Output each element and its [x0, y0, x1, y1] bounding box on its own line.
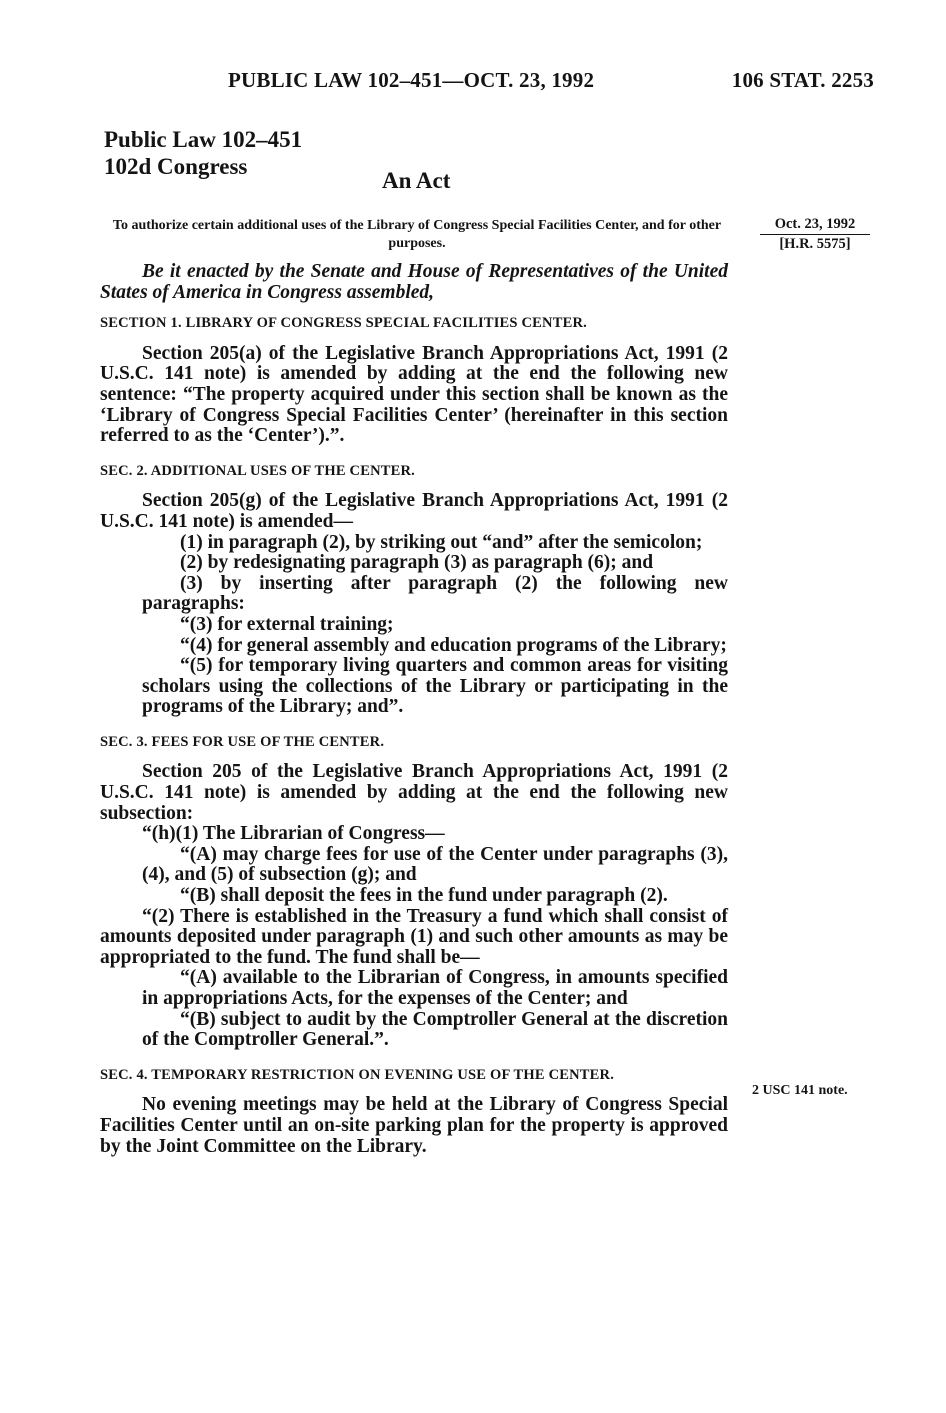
- section-2-intro: Section 205(g) of the Legislative Branch Appropriations Act, 1991 (2 U.S.C. 141 note) is amended—: [100, 490, 728, 532]
- section-2-paragraph-3: (3) by inserting after paragraph (2) the following new paragraphs:: [142, 572, 728, 615]
- section-3-subparagraph-1a: “(A) may charge fees for use of the Center under paragraphs (3), (4), and (5) of subsection (g); and: [142, 843, 728, 886]
- section-1-heading: SECTION 1. LIBRARY OF CONGRESS SPECIAL FACILITIES CENTER.: [100, 315, 587, 332]
- act-purpose: To authorize certain additional uses of the Library of Congress Special Facilities Center, and for other purposes.: [112, 218, 722, 251]
- section-3-subsection-h1: “(h)(1) The Librarian of Congress—: [142, 823, 445, 845]
- section-2-paragraph-2: (2) by redesignating paragraph (3) as paragraph (6); and: [180, 552, 654, 574]
- section-2-new-paragraph-4: “(4) for general assembly and education programs of the Library;: [180, 634, 727, 656]
- law-identification: [104, 126, 302, 180]
- margin-date-note: [760, 216, 870, 253]
- enactment-date: Oct. 23, 1992: [760, 216, 870, 235]
- section-2-new-paragraph-5: “(5) for temporary living quarters and common areas for visiting scholars using the collections of the Library or participating in the programs of the Library; and”.: [142, 655, 728, 718]
- section-2-paragraph-1: (1) in paragraph (2), by striking out “and” after the semicolon;: [180, 531, 703, 553]
- section-2-heading: SEC. 2. ADDITIONAL USES OF THE CENTER.: [100, 462, 416, 479]
- public-law-number: Public Law 102–451: [104, 127, 303, 152]
- section-3-intro: Section 205 of the Legislative Branch Appropriations Act, 1991 (2 U.S.C. 141 note) is amended by adding at the end the following new subsection:: [100, 761, 728, 824]
- margin-usc-note: 2 USC 141 note.: [752, 1083, 848, 1098]
- law-body: [100, 262, 728, 1157]
- congress-number: 102d Congress: [104, 154, 248, 179]
- section-3-subparagraph-2a: “(A) available to the Librarian of Congress, in amounts specified in appropriations Acts, for the expenses of the Center; and: [142, 967, 728, 1009]
- section-3-heading: SEC. 3. FEES FOR USE OF THE CENTER.: [100, 733, 385, 750]
- header-page-number: 106 STAT. 2253: [731, 68, 874, 92]
- section-3-subparagraph-2b: “(B) subject to audit by the Comptroller General at the discretion of the Comptroller General.”.: [142, 1008, 728, 1051]
- section-2-new-paragraph-3: “(3) for external training;: [180, 613, 394, 635]
- section-1-text: Section 205(a) of the Legislative Branch Appropriations Act, 1991 (2 U.S.C. 141 note) is amended by adding at the end the following new sentence: “The property acquired under this section shall be known as the ‘Library of Congress Special Facilities Center’ (hereinafter in this section referred to as the ‘Center’).”.: [100, 342, 728, 447]
- bill-number: [H.R. 5575]: [779, 236, 851, 252]
- section-3-subparagraph-1b: “(B) shall deposit the fees in the fund under paragraph (2).: [180, 885, 668, 907]
- header-citation: PUBLIC LAW 102–451—OCT. 23, 1992: [228, 68, 595, 92]
- section-4-text: No evening meetings may be held at the Library of Congress Special Facilities Center until an on-site parking plan for the property is approved by the Joint Committee on the Library.: [100, 1094, 728, 1157]
- act-title: An Act: [382, 168, 451, 193]
- section-3-subsection-h2: “(2) There is established in the Treasury a fund which shall consist of amounts deposited under paragraph (1) and such other amounts as may be appropriated to the fund. The fund shall be—: [100, 905, 728, 968]
- section-4-heading: SEC. 4. TEMPORARY RESTRICTION ON EVENING USE OF THE CENTER.: [100, 1066, 615, 1083]
- enacting-clause: Be it enacted by the Senate and House of Representatives of the United States of America in Congress assembled,: [100, 261, 728, 303]
